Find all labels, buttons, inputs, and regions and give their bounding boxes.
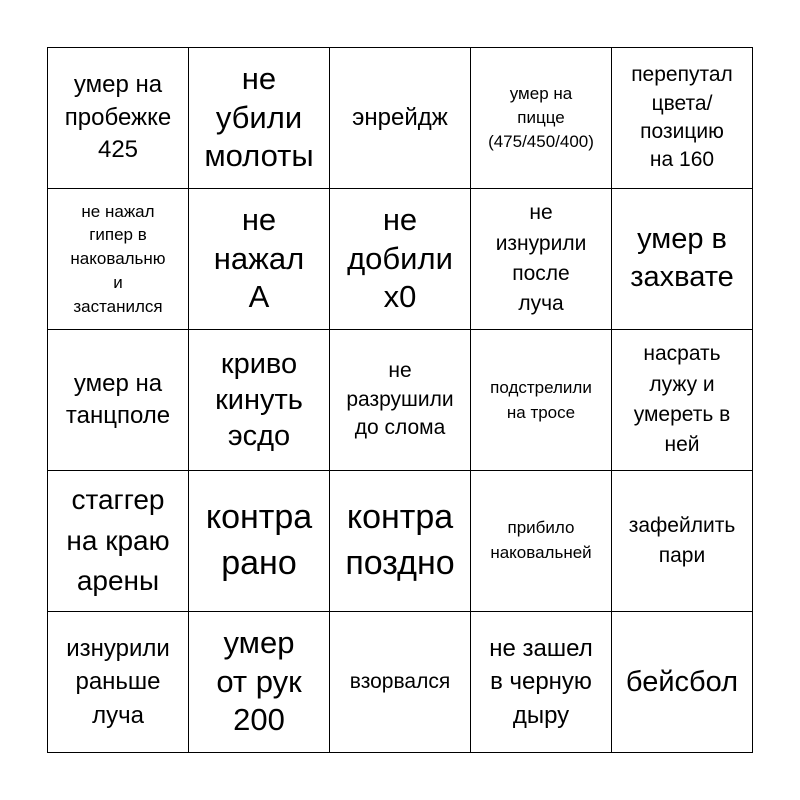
bingo-cell[interactable]	[471, 48, 612, 189]
cell-label: изнурили раньше луча	[66, 634, 170, 729]
bingo-cell[interactable]	[48, 330, 189, 471]
bingo-cell[interactable]	[330, 330, 471, 471]
cell-label: умер на танцполе	[65, 369, 171, 429]
cell-label: прибило наковальней	[490, 518, 592, 562]
cell-label: стаггер на краю арены	[66, 484, 170, 597]
bingo-cell[interactable]	[612, 612, 753, 753]
cell-label: не добили х0	[347, 201, 453, 315]
cell-label: умер в захвате	[630, 223, 734, 293]
cell-label: не нажал гипер в наковальню и застанился	[70, 201, 166, 316]
bingo-cell[interactable]	[189, 48, 330, 189]
bingo-cell[interactable]	[48, 189, 189, 330]
bingo-cell[interactable]	[330, 471, 471, 612]
cell-label: умер на пробежке 425	[64, 71, 172, 164]
cell-label: умер на пицце (475/450/400)	[488, 84, 594, 151]
cell-label: контра рано	[205, 498, 313, 582]
bingo-board	[47, 47, 753, 753]
bingo-cell[interactable]	[189, 189, 330, 330]
bingo-cell[interactable]	[189, 471, 330, 612]
bingo-cell[interactable]	[471, 471, 612, 612]
bingo-cell[interactable]	[330, 612, 471, 753]
cell-label: криво кинуть эсдо	[215, 347, 303, 453]
cell-label: не нажал А	[213, 201, 305, 315]
bingo-cell[interactable]	[612, 48, 753, 189]
bingo-cell[interactable]	[471, 189, 612, 330]
cell-label: перепутал цвета/ позицию на 160	[631, 63, 733, 172]
bingo-cell[interactable]	[189, 330, 330, 471]
cell-label: не разрушили до слома	[346, 359, 454, 440]
cell-label: взорвался	[349, 669, 451, 693]
bingo-cell[interactable]	[330, 48, 471, 189]
bingo-cell[interactable]	[612, 471, 753, 612]
cell-label: умер от рук 200	[216, 624, 302, 738]
cell-label: насрать лужу и умереть в ней	[633, 342, 731, 457]
bingo-cell[interactable]	[48, 471, 189, 612]
cell-label: подстрелили на тросе	[490, 377, 592, 422]
cell-label: не убили молоты	[204, 60, 314, 174]
cell-label: не изнурили после луча	[495, 201, 587, 316]
cell-label: зафейлить пари	[628, 513, 736, 567]
bingo-cell[interactable]	[471, 612, 612, 753]
bingo-cell[interactable]	[612, 330, 753, 471]
bingo-cell[interactable]	[612, 189, 753, 330]
cell-label: энрейдж	[352, 103, 448, 131]
cell-label: бейсбол	[625, 665, 739, 698]
bingo-cell[interactable]	[189, 612, 330, 753]
bingo-cell[interactable]	[48, 612, 189, 753]
cell-label: контра поздно	[345, 498, 455, 582]
cell-label: не зашел в черную дыру	[489, 634, 593, 729]
bingo-cell[interactable]	[471, 330, 612, 471]
bingo-cell[interactable]	[330, 189, 471, 330]
bingo-cell[interactable]	[48, 48, 189, 189]
